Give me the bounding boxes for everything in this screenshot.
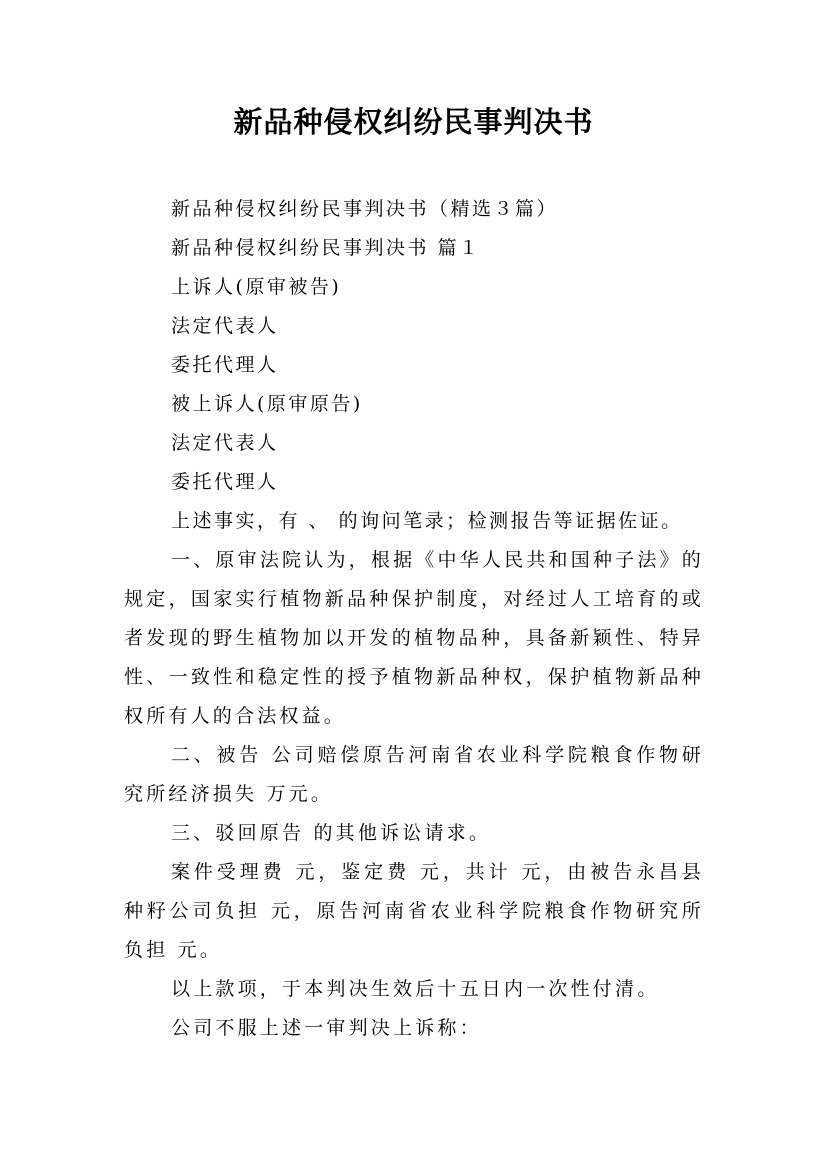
document-body: [124, 190, 704, 1048]
agent-line: 委托代理人: [171, 354, 279, 376]
paragraph-dismissal: 三、驳回原告 的其他诉讼请求。: [171, 822, 492, 844]
legal-representative-line: 法定代表人: [171, 315, 279, 337]
appellant-line: 上诉人(原审被告): [171, 276, 342, 298]
subtitle-line: 新品种侵权纠纷民事判决书（精选３篇）: [171, 198, 559, 220]
document-title: 新品种侵权纠纷民事判决书: [233, 105, 594, 139]
paragraph-appeal: 公司不服上述一审判决上诉称：: [171, 1017, 482, 1039]
legal-representative-line: 法定代表人: [171, 432, 279, 454]
paragraph-compensation: 二、被告 公司赔偿原告河南省农业科学院粮食作物研究所经济损失 万元。: [124, 744, 704, 805]
section-heading: 新品种侵权纠纷民事判决书 篇１: [171, 237, 481, 259]
agent-line: 委托代理人: [171, 471, 279, 493]
evidence-line: 上述事实，有 、 的询问笔录；检测报告等证据佐证。: [171, 510, 683, 532]
paragraph-fees: 案件受理费 元，鉴定费 元，共计 元，由被告永昌县种籽公司负担 元，原告河南省农业科学院粮食作物研究所负担 元。: [124, 861, 704, 961]
paragraph-payment: 以上款项，于本判决生效后十五日内一次性付清。: [171, 978, 660, 1000]
appellee-line: 被上诉人(原审原告): [171, 393, 363, 415]
paragraph-court-opinion: 一、原审法院认为，根据《中华人民共和国种子法》的规定，国家实行植物新品种保护制度，对经过人工培育的或者发现的野生植物加以开发的植物品种，具备新颖性、特异性、一致性和稳定性的授予植物新品种权，保护植物新品种权所有人的合法权益。: [124, 549, 704, 727]
